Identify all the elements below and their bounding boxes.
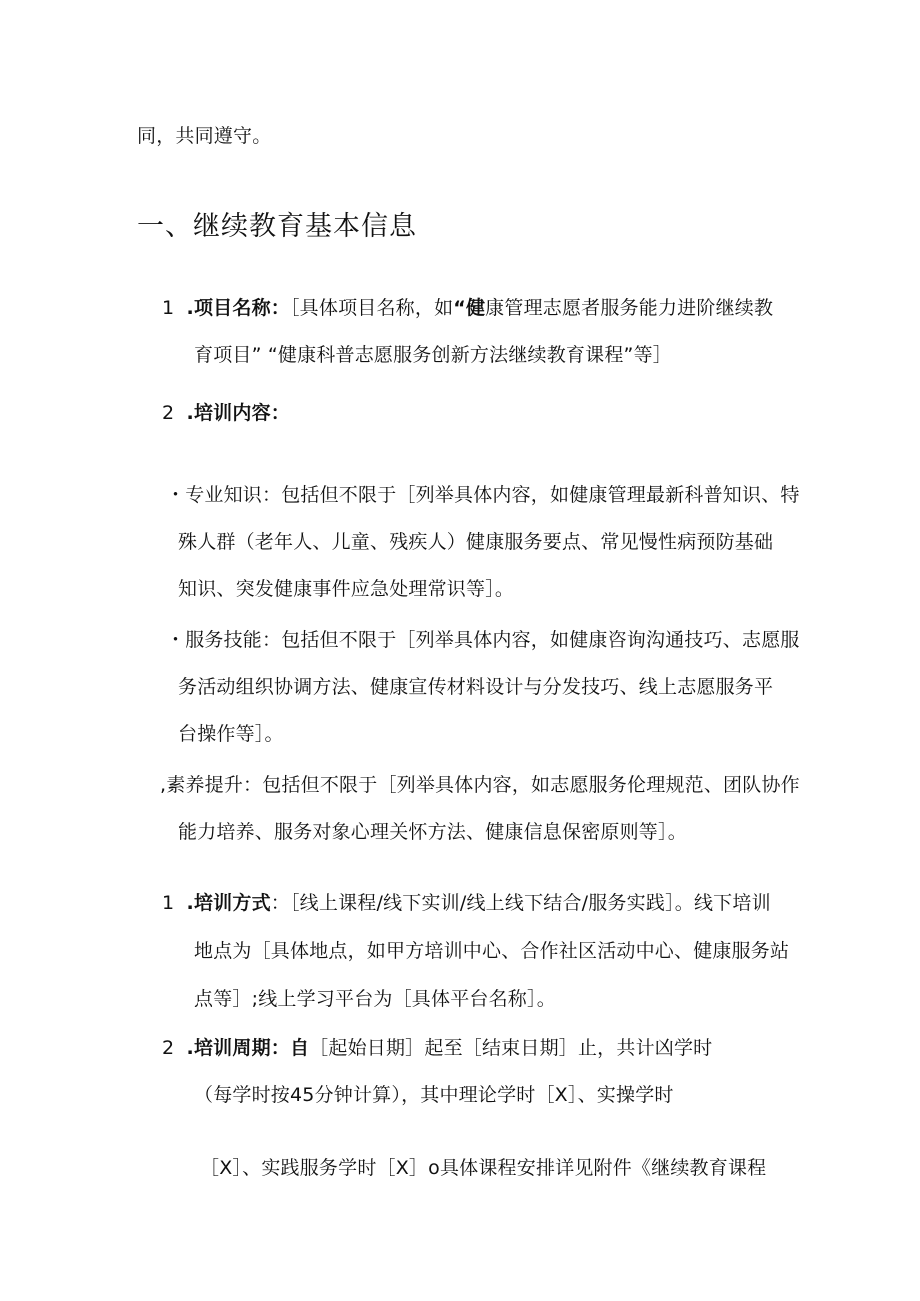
text-line: 殊人群（老年人、儿童、残疾人）健康服务要点、常见慢性病预防基础 bbox=[178, 531, 774, 553]
item-number: 1 bbox=[162, 297, 175, 319]
item-label: .项目名称： bbox=[186, 297, 290, 319]
item-training-content bbox=[162, 401, 290, 425]
text-line: 地点为［具体地点，如甲方培训中心、合作社区活动中心、健康服务站 bbox=[194, 940, 790, 962]
bullet-line: ,素养提升：包括但不限于［列举具体内容，如志愿服务伦理规范、团队协作 bbox=[160, 774, 800, 796]
item-label: .培训方式 bbox=[186, 892, 271, 914]
text-line: （每学时按45分钟计算），其中理论学时［X］、实操学时 bbox=[194, 1084, 674, 1106]
item-training-period bbox=[162, 1036, 712, 1060]
text-line: 能力培养、服务对象心理关怀方法、健康信息保密原则等］。 bbox=[178, 821, 687, 843]
text-line: 点等］;线上学习平台为［具体平台名称］。 bbox=[194, 988, 556, 1010]
text-line: 同，共同遵守。 bbox=[137, 125, 272, 147]
item-text-bold: “健 bbox=[453, 297, 486, 319]
section-heading: 一、继续教育基本信息 bbox=[137, 211, 417, 242]
bullet-line: ・专业知识：包括但不限于［列举具体内容，如健康管理最新科普知识、特 bbox=[166, 484, 800, 506]
item-number: 2 bbox=[162, 402, 175, 424]
text-line: ［X］、实践服务学时［X］o具体课程安排详见附件《继续教育课程 bbox=[200, 1157, 767, 1179]
item-text: 康管理志愿者服务能力进阶继续教 bbox=[485, 297, 774, 319]
item-text: ：［线上课程/线下实训/线上线下结合/服务实践］。线下培训 bbox=[270, 892, 771, 914]
item-label: .培训内容： bbox=[186, 402, 290, 424]
text-line: 育项目” “健康科普志愿服务创新方法继续教育课程”等］ bbox=[194, 344, 672, 366]
item-number: 2 bbox=[162, 1037, 175, 1059]
item-text: ［具体项目名称，如 bbox=[289, 297, 454, 319]
item-training-method bbox=[162, 891, 771, 915]
item-project-name bbox=[162, 296, 773, 320]
text-line: 务活动组织协调方法、健康宣传材料设计与分发技巧、线上志愿服务平 bbox=[178, 676, 774, 698]
item-label: .培训周期：自 bbox=[186, 1037, 310, 1059]
bullet-line: ・服务技能：包括但不限于［列举具体内容，如健康咨询沟通技巧、志愿服 bbox=[166, 629, 800, 651]
item-text: ［起始日期］起至［结束日期］止，共计凶学时 bbox=[309, 1037, 713, 1059]
text-line: 台操作等］。 bbox=[178, 723, 284, 745]
text-line: 知识、突发健康事件应急处理常识等］。 bbox=[178, 578, 515, 600]
item-number: 1 bbox=[162, 892, 175, 914]
